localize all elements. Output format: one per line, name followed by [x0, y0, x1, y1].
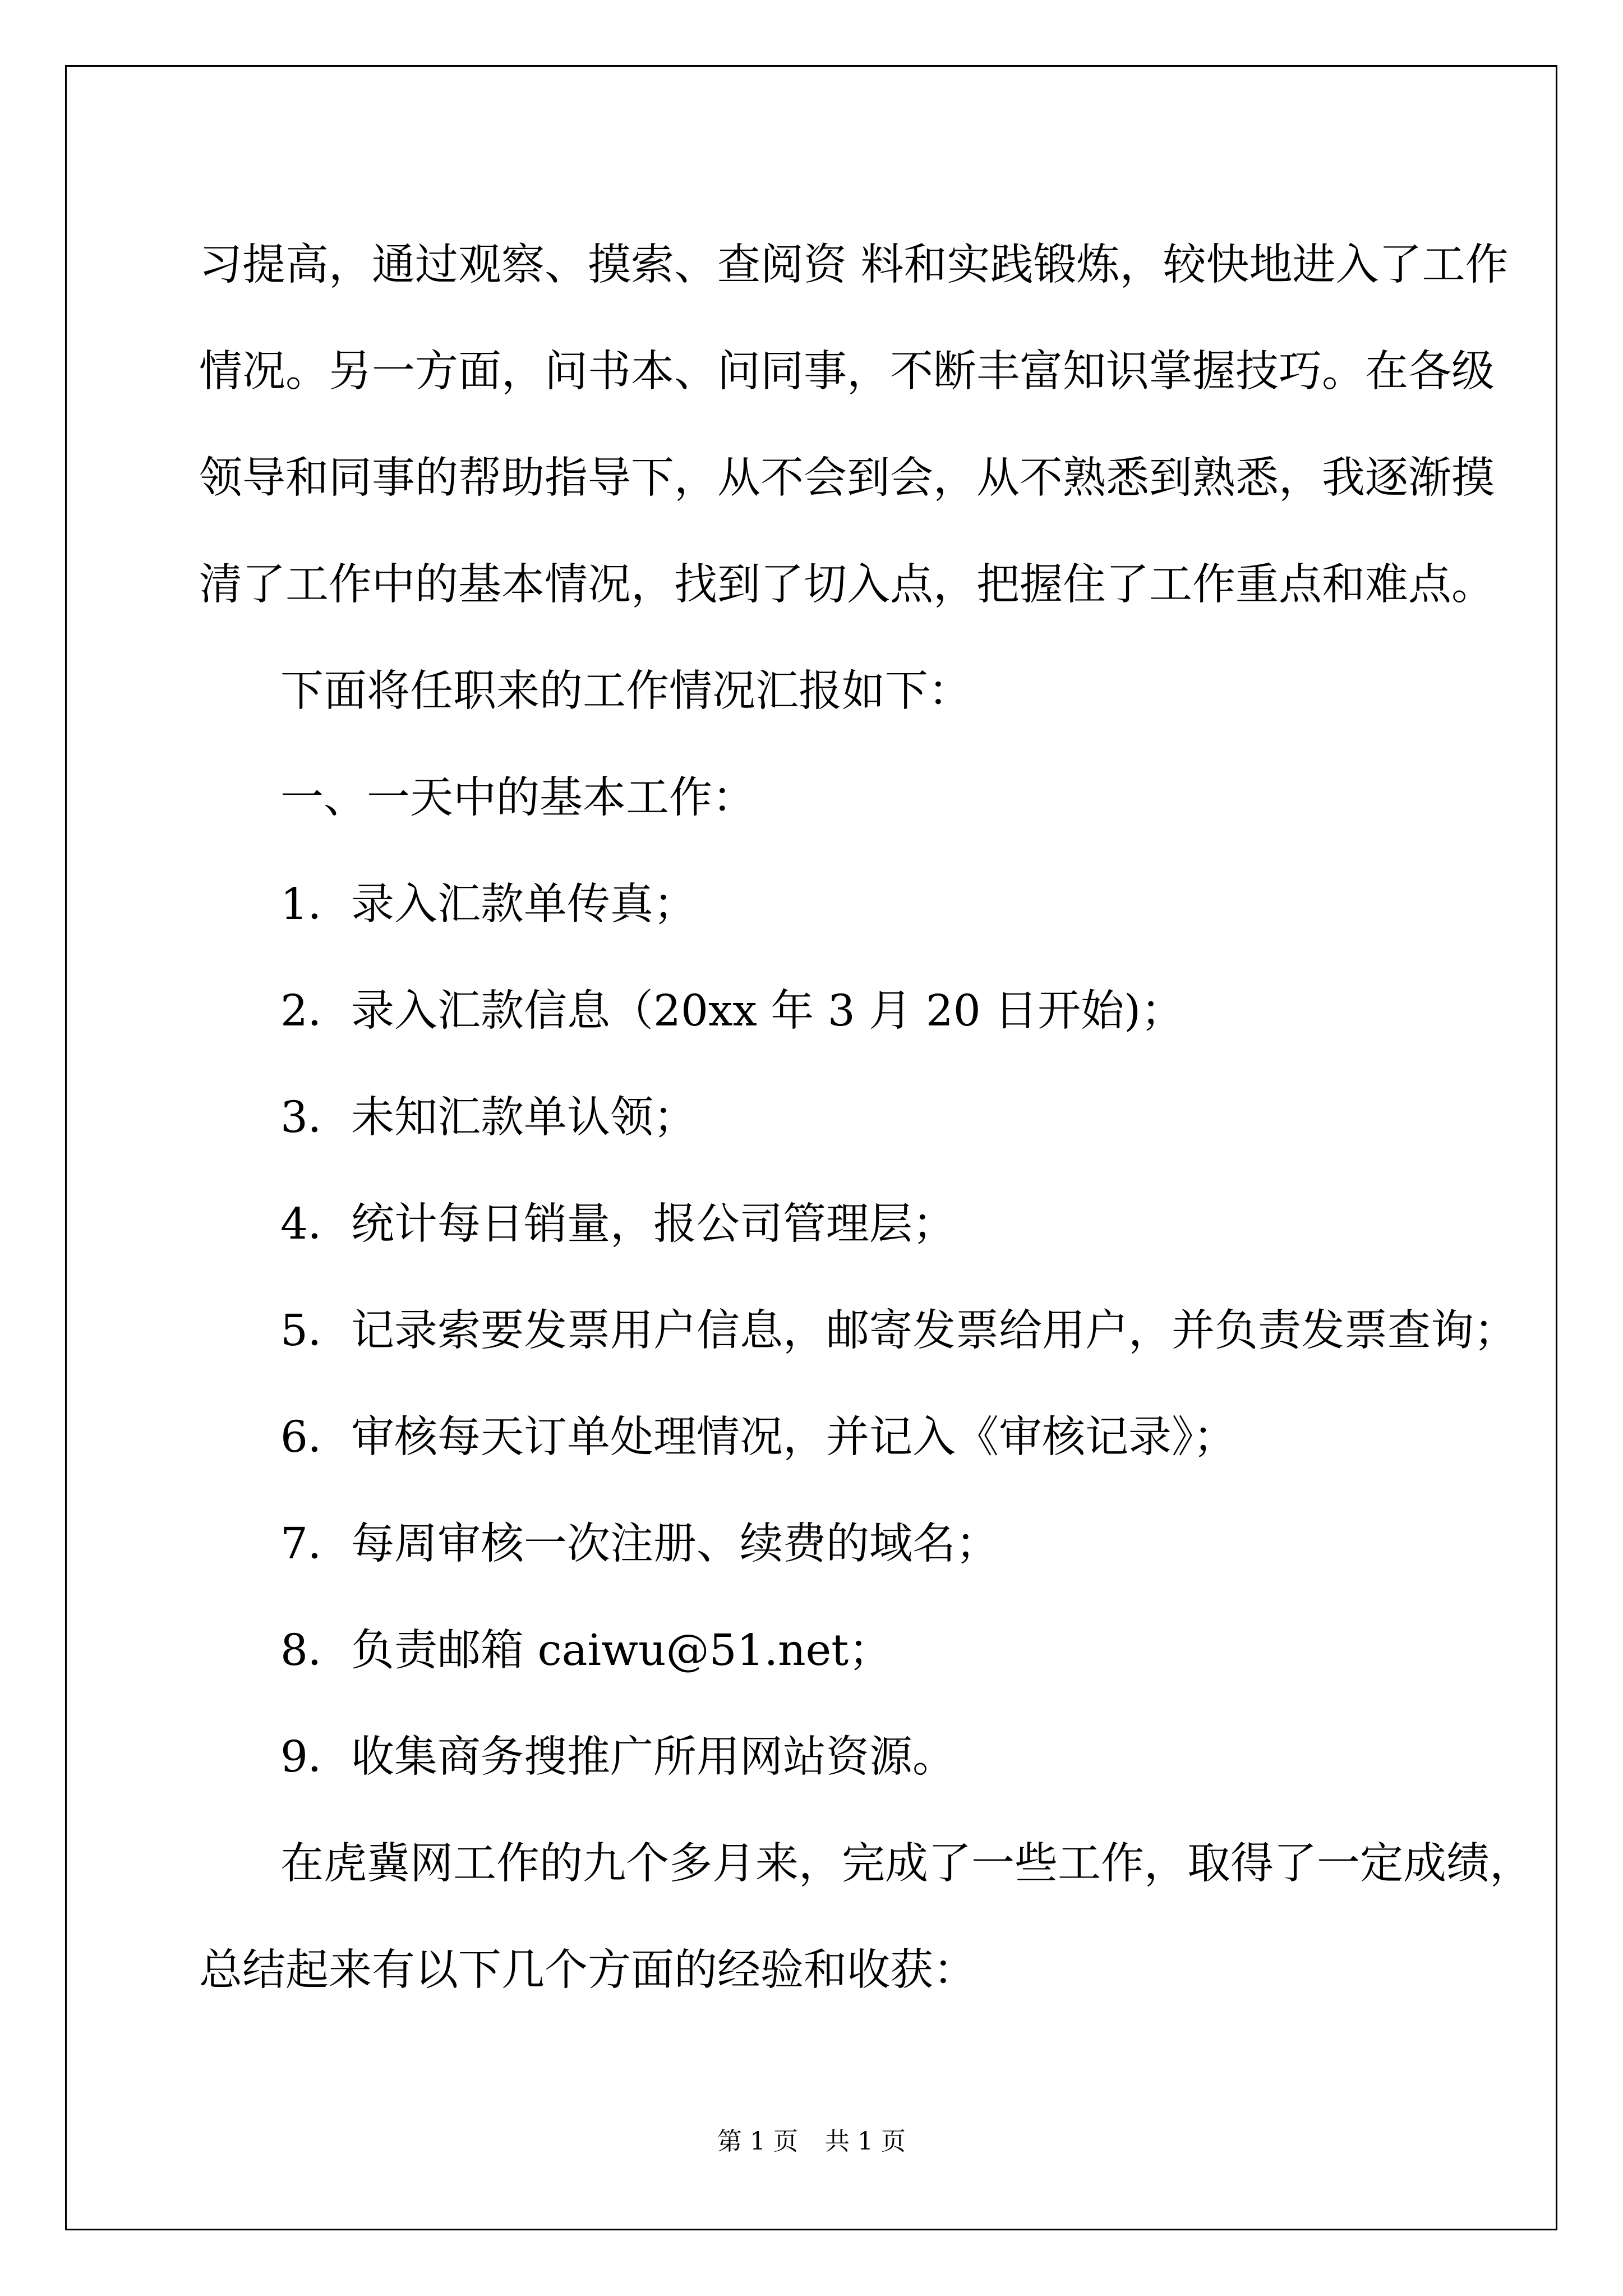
list-item: 9．收集商务搜推广所用网站资源。 — [280, 1732, 956, 1782]
list-item: 1．录入汇款单传真； — [280, 880, 697, 930]
list-item: 4．统计每日销量，报公司管理层； — [280, 1199, 956, 1249]
paragraph-line: 总结起来有以下几个方面的经验和收获： — [199, 1945, 976, 1995]
paragraph-line: 领导和同事的帮助指导下，从不会到会，从不熟悉到熟悉，我逐渐摸 — [199, 453, 1495, 503]
section-heading: 一、一天中的基本工作： — [280, 773, 755, 823]
list-item: 8．负责邮箱 caiwu@51.net； — [280, 1626, 892, 1676]
paragraph-line: 习提高，通过观察、摸索、查阅资 料和实践锻炼，较快地进入了工作 — [199, 240, 1509, 290]
paragraph-line: 下面将任职来的工作情况汇报如下： — [280, 666, 971, 716]
list-item: 2．录入汇款信息（20xx 年 3 月 20 日开始)； — [280, 986, 1184, 1036]
page-total: 共 1 页 — [825, 2127, 906, 2156]
list-item: 5．记录索要发票用户信息，邮寄发票给用户，并负责发票查询； — [280, 1306, 1517, 1356]
list-item: 6．审核每天订单处理情况，并记入《审核记录》； — [280, 1412, 1237, 1462]
page-footer — [0, 2125, 1623, 2159]
paragraph-line: 在虎冀网工作的九个多月来，完成了一些工作，取得了一定成绩， — [280, 1839, 1533, 1889]
document-body — [199, 212, 1533, 2024]
list-item: 3．未知汇款单认领； — [280, 1093, 697, 1143]
page-number: 第 1 页 — [717, 2127, 798, 2156]
paragraph-line: 清了工作中的基本情况，找到了切入点，把握住了工作重点和难点。 — [199, 560, 1495, 610]
list-item: 7．每周审核一次注册、续费的域名； — [280, 1519, 999, 1569]
paragraph-line: 情况。另一方面，问书本、问同事，不断丰富知识掌握技巧。在各级 — [199, 347, 1495, 397]
